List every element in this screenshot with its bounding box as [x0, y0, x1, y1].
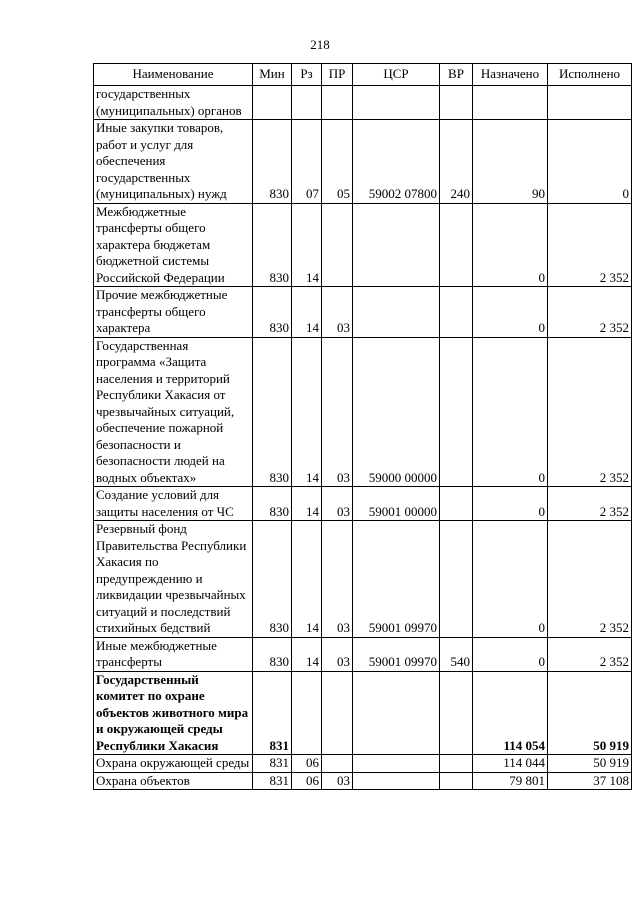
row-name: Межбюджетные трансферты общего характера бюджетам бюджетной системы Российской Федерации: [94, 203, 253, 287]
row-min: 830: [253, 487, 292, 521]
row-vr: 240: [440, 120, 473, 204]
row-executed: 2 352: [548, 203, 632, 287]
row-vr: [440, 521, 473, 638]
row-assigned: 114 044: [473, 755, 548, 773]
row-assigned: 114 054: [473, 671, 548, 755]
column-header-vr: ВР: [440, 64, 473, 86]
row-pr: 03: [322, 637, 353, 671]
row-vr: [440, 86, 473, 120]
column-header-assigned: Назначено: [473, 64, 548, 86]
row-rz: 06: [292, 772, 322, 790]
row-pr: [322, 203, 353, 287]
row-assigned: [473, 86, 548, 120]
row-min: 831: [253, 755, 292, 773]
row-csr: 59001 00000: [353, 487, 440, 521]
row-rz: 14: [292, 487, 322, 521]
row-executed: 50 919: [548, 671, 632, 755]
row-csr: [353, 671, 440, 755]
row-vr: [440, 487, 473, 521]
table-row: [94, 120, 632, 204]
column-header-csr: ЦСР: [353, 64, 440, 86]
row-vr: [440, 337, 473, 487]
row-assigned: 0: [473, 203, 548, 287]
row-csr: 59002 07800: [353, 120, 440, 204]
page-number: 218: [310, 37, 330, 52]
column-header-rz: Рз: [292, 64, 322, 86]
row-pr: 03: [322, 287, 353, 338]
row-assigned: 0: [473, 337, 548, 487]
row-rz: [292, 671, 322, 755]
row-assigned: 0: [473, 287, 548, 338]
row-assigned: 90: [473, 120, 548, 204]
budget-table: [93, 63, 632, 790]
row-pr: 05: [322, 120, 353, 204]
row-executed: 2 352: [548, 487, 632, 521]
row-csr: [353, 203, 440, 287]
row-csr: 59001 09970: [353, 521, 440, 638]
row-rz: 07: [292, 120, 322, 204]
row-min: 831: [253, 671, 292, 755]
row-pr: 03: [322, 337, 353, 487]
table-row: [94, 86, 632, 120]
table-header-row: [94, 64, 632, 86]
row-csr: [353, 86, 440, 120]
row-csr: 59000 00000: [353, 337, 440, 487]
row-vr: [440, 755, 473, 773]
row-rz: [292, 86, 322, 120]
row-csr: 59001 09970: [353, 637, 440, 671]
table-row: [94, 203, 632, 287]
row-pr: [322, 671, 353, 755]
row-executed: 2 352: [548, 287, 632, 338]
row-min: 830: [253, 637, 292, 671]
row-min: [253, 86, 292, 120]
row-rz: 14: [292, 637, 322, 671]
row-csr: [353, 755, 440, 773]
row-vr: [440, 203, 473, 287]
table-row: [94, 487, 632, 521]
row-min: 830: [253, 521, 292, 638]
row-pr: 03: [322, 772, 353, 790]
table-row: [94, 772, 632, 790]
row-assigned: 0: [473, 637, 548, 671]
row-vr: [440, 671, 473, 755]
row-executed: 2 352: [548, 337, 632, 487]
row-executed: 2 352: [548, 637, 632, 671]
row-pr: [322, 755, 353, 773]
column-header-pr: ПР: [322, 64, 353, 86]
row-min: 830: [253, 203, 292, 287]
table-row: [94, 521, 632, 638]
row-rz: 14: [292, 203, 322, 287]
table-row: [94, 337, 632, 487]
table-row: [94, 671, 632, 755]
row-executed: [548, 86, 632, 120]
row-name: государственных (муниципальных) органов: [94, 86, 253, 120]
column-header-executed: Исполнено: [548, 64, 632, 86]
row-assigned: 0: [473, 521, 548, 638]
row-rz: 14: [292, 337, 322, 487]
row-name: Создание условий для защиты населения от ЧС: [94, 487, 253, 521]
row-name: Охрана окружающей среды: [94, 755, 253, 773]
row-name: Охрана объектов: [94, 772, 253, 790]
row-executed: 0: [548, 120, 632, 204]
table-row: [94, 287, 632, 338]
row-pr: 03: [322, 521, 353, 638]
table-row: [94, 637, 632, 671]
row-executed: 37 108: [548, 772, 632, 790]
row-min: 830: [253, 287, 292, 338]
row-pr: [322, 86, 353, 120]
table-row: [94, 755, 632, 773]
row-min: 830: [253, 337, 292, 487]
row-min: 830: [253, 120, 292, 204]
row-name: Иные межбюджетные трансферты: [94, 637, 253, 671]
row-assigned: 0: [473, 487, 548, 521]
row-rz: 14: [292, 521, 322, 638]
row-name: Иные закупки товаров, работ и услуг для обеспечения государственных (муниципальных) нужд: [94, 120, 253, 204]
column-header-min: Мин: [253, 64, 292, 86]
row-name: Государственная программа «Защита населения и территорий Республики Хакасия от чрезвычайных ситуаций, обеспечение пожарной безопасности и безопасности людей на водных объектах»: [94, 337, 253, 487]
row-assigned: 79 801: [473, 772, 548, 790]
row-vr: 540: [440, 637, 473, 671]
row-name: Прочие межбюджетные трансферты общего характера: [94, 287, 253, 338]
column-header-name: Наименование: [94, 64, 253, 86]
row-rz: 06: [292, 755, 322, 773]
row-vr: [440, 772, 473, 790]
row-pr: 03: [322, 487, 353, 521]
row-executed: 50 919: [548, 755, 632, 773]
row-name: Государственный комитет по охране объектов животного мира и окружающей среды Республики Хакасия: [94, 671, 253, 755]
row-csr: [353, 772, 440, 790]
row-executed: 2 352: [548, 521, 632, 638]
row-csr: [353, 287, 440, 338]
row-vr: [440, 287, 473, 338]
row-name: Резервный фонд Правительства Республики Хакасия по предупреждению и ликвидации чрезвычайных ситуаций и последствий стихийных бедствий: [94, 521, 253, 638]
row-rz: 14: [292, 287, 322, 338]
row-min: 831: [253, 772, 292, 790]
